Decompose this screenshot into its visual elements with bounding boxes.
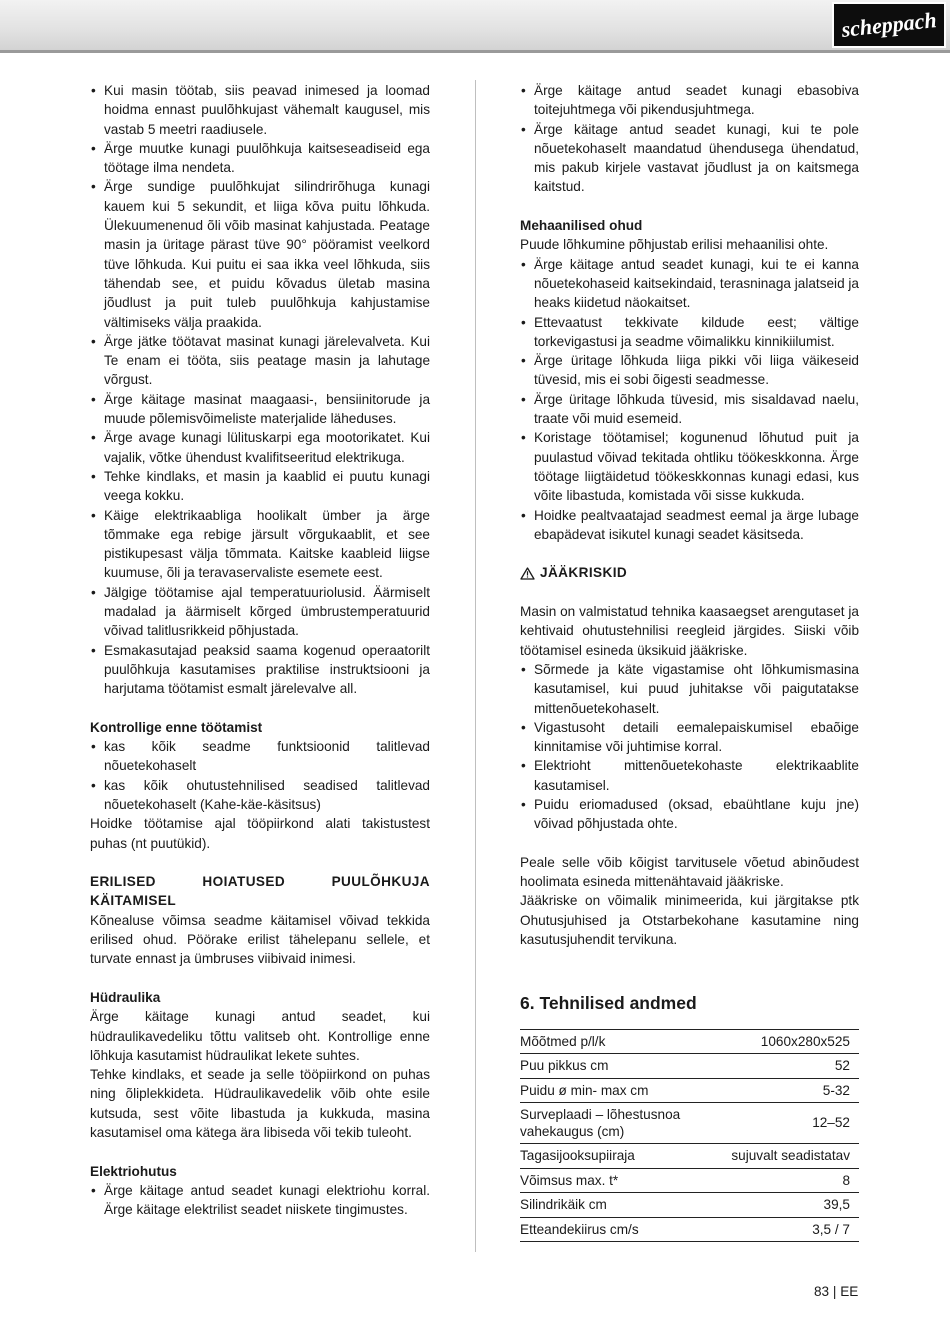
mechanical-list: [520, 255, 859, 544]
special-warnings-heading: ERILISED HOIATUSED PUULÕHKUJA KÄITAMISEL: [90, 874, 430, 909]
list-item: • Tehke kindlaks, et masin ja kaablid ei puutu kunagi veega kokku.: [90, 467, 430, 506]
brand-logo: [832, 2, 946, 48]
list-item: • Puidu eriomadused (oksad, ebaühtlane kuju jne) võivad põhjustada ohte.: [520, 795, 859, 834]
spec-value: 1060x280x525: [731, 1029, 859, 1054]
table-row: [520, 1144, 859, 1169]
spec-value: 52: [731, 1054, 859, 1079]
check-paragraph: Hoidke töötamise ajal tööpiirkond alati takistustest puhas (nt puutükid).: [90, 816, 430, 851]
residual-paragraph: Jääkriske on võimalik minimeerida, kui järgitakse ptk Ohutusjuhised ja Otstarbekohane kasutamine ning kasutusjuhendit tervikuna.: [520, 893, 859, 948]
warning-triangle-icon: [520, 567, 535, 580]
hydraulic-heading: Hüdraulika: [90, 989, 161, 1005]
list-item: • Ärge sundige puulõhkujat silindrirõhuga kunagi kauem kui 5 sekundit, et liiga kõva puitu lõhkuda. Ülekuumenenud õli võib masinat kahjustada. Peatage masin ja üritage pärast tüve 90° pööramist veelkord tüve lõhkuda. Kui puitu ei saa ikka veel lõhkuda, siis tähendab see, et puidu kõvadus ületab masina jõudlust ja puit tuleb puulõhkuja kahjustamise vältimiseks välja praakida.: [90, 177, 430, 331]
list-item: • Sõrmede ja käte vigastamise oht lõhkumismasina kasutamisel, kui puud juhitakse või paigutatakse mittenõuetekohaselt.: [520, 660, 859, 718]
table-row: [520, 1054, 859, 1079]
spec-label: Surveplaadi – lõhestusnoa vahekaugus (cm): [520, 1103, 731, 1144]
list-item: • Kui masin töötab, siis peavad inimesed ja loomad hoidma ennast puulõhkujast vähemalt kaugusel, mis vastab 5 meetri raadiusele.: [90, 81, 430, 139]
list-item: • Ärge käitage antud seadet kunagi, kui te ei kanna nõuetekohaseid kaitsekindaid, terasninaga jalatseid ja heaks kiidetud näokaitset.: [520, 255, 859, 313]
left-bullet-list: [90, 81, 430, 699]
brand-logo-wordmark: [837, 7, 941, 43]
list-item: • Ärge üritage lõhkuda tüvesid, mis sisaldavad naelu, traate või muid esemeid.: [520, 390, 859, 429]
residual-risks-heading: [520, 563, 859, 582]
spec-value: 12–52: [731, 1103, 859, 1144]
special-warnings-paragraph: Kõnealuse võimsa seadme käitamisel võivad tekkida erilised ohud. Pöörake erilist tähelepanu sellele, et turvate ennast ja ümbruses viibivaid inimesi.: [90, 912, 430, 967]
spec-label: Puu pikkus cm: [520, 1054, 731, 1079]
column-divider: [475, 80, 476, 1252]
table-row: [520, 1168, 859, 1193]
list-item: • Ärge muutke kunagi puulõhkuja kaitseseadiseid ega töötage ilma nendeta.: [90, 139, 430, 178]
mechanical-heading: Mehaanilised ohud: [520, 218, 643, 234]
mechanical-intro: Puude lõhkumine põhjustab erilisi mehaanilisi ohte.: [520, 237, 829, 253]
residual-paragraph: Peale selle võib kõigist tarvitusele võetud abinõudest hoolimata esineda mittenähtavaid jääkriske.: [520, 854, 859, 890]
list-item: • Vigastusoht detaili eemalepaiskumisel ebaõige kinnitamise või juhtimise korral.: [520, 718, 859, 757]
residual-list: [520, 660, 859, 834]
spec-label: Puidu ø min- max cm: [520, 1078, 731, 1103]
list-item: • Jälgige töötamise ajal temperatuuriolusid. Äärmiselt madalad ja äärmiselt kõrged ümbrustemperatuurid võivad talitlusrikkeid põhjustada.: [90, 583, 430, 641]
list-item: • Hoidke pealtvaatajad seadmest eemal ja ärge lubage ebapädevat isikutel kunagi seadet käsitseda.: [520, 506, 859, 545]
section-title: 6. Tehnilised andmed: [520, 992, 697, 1013]
table-row: [520, 1029, 859, 1054]
left-column: [90, 81, 430, 1220]
spec-value: 8: [731, 1168, 859, 1193]
electric-heading: Elektriohutus: [90, 1163, 177, 1179]
spec-value: 3,5 / 7: [731, 1217, 859, 1242]
table-row: [520, 1103, 859, 1144]
list-item: • Käige elektrikaabliga hoolikalt ümber ja ärge tõmmake ega rebige järsult võrgukaablit, et see pistikupesast välja tõmmata. Kaitske kaableid liigse kuumuse, õli ja teravaservaliste esemete eest.: [90, 506, 430, 583]
right-column: [520, 81, 859, 1242]
spec-label: Mõõtmed p/l/k: [520, 1029, 731, 1054]
residual-risks-title: JÄÄKRISKID: [540, 565, 628, 581]
list-item: • Ärge üritage lõhkuda liiga pikki või liiga väikeseid tüvesid, mis ei sobi õigesti seadmesse.: [520, 351, 859, 390]
check-list: [90, 737, 430, 814]
electric-list: [90, 1181, 430, 1220]
list-item: • Koristage töötamisel; kogunenud lõhutud puit ja puulastud võivad tekitada ohtliku töökeskkonna. Ärge töötage liigtäidetud töökeskkonnas kunagi edasi, kus võite libastuda, komistada või sisse kukkuda.: [520, 428, 859, 505]
page-number: 83 | EE: [814, 1284, 859, 1299]
list-item: • Ärge jätke töötavat masinat kunagi järelevalveta. Kui Te enam ei tööta, siis peatage masin ja lahutage võrgust.: [90, 332, 430, 390]
spec-value: 5-32: [731, 1078, 859, 1103]
check-heading: Kontrollige enne töötamist: [90, 719, 263, 735]
spec-value: 39,5: [731, 1193, 859, 1218]
spec-label: Tagasijooksupiiraja: [520, 1144, 731, 1169]
specs-table: [520, 1029, 859, 1243]
list-item: • Ärge käitage antud seadet kunagi, kui te pole nõuetekohaselt maandatud ühendusega ühendatud, mis pakub kirjele vastavat jõudlust ja on kaitsmega kaitstud.: [520, 120, 859, 197]
svg-text:scheppach: scheppach: [840, 7, 938, 42]
list-item: • Ärge avage kunagi lülituskarpi ega mootorikatet. Kui vajalik, võtke ühendust kvalifitseeritud elektrikuga.: [90, 428, 430, 467]
residual-paragraph: Masin on valmistatud tehnika kaasaegset arengutaset ja kehtivaid ohutustehnilisi reegleid järgides. Siiski võib töötamisel esineda üksikuid jääkriske.: [520, 604, 859, 658]
table-row: [520, 1193, 859, 1218]
list-item: • Elektrioht mittenõuetekohaste elektrikaablite kasutamisel.: [520, 756, 859, 795]
spec-label: Etteandekiirus cm/s: [520, 1217, 731, 1242]
spec-label: Võimsus max. t*: [520, 1168, 731, 1193]
list-item: • kas kõik ohutustehnilised seadised talitlevad nõuetekohaselt (Kahe-käe-käsitsus): [90, 776, 430, 815]
hydraulic-paragraph: Ärge käitage kunagi antud seadet, kui hüdraulikavedeliku tõttu valitseb oht. Kontrollige enne lõhkuja kasutamist hüdraulikat lekete suhtes.: [90, 1009, 430, 1063]
list-item: • Ärge käitage antud seadet kunagi ebasobiva toitejuhtmega või pikendusjuhtmega.: [520, 81, 859, 120]
list-item: • Esmakasutajad peaksid saama kogenud operaatorilt puulõhkuja kasutamises praktilise instruktsiooni ja harjutama töötamist esmalt järelevalve all.: [90, 641, 430, 699]
list-item: • kas kõik seadme funktsioonid talitlevad nõuetekohaselt: [90, 737, 430, 776]
spec-value: sujuvalt seadistatav: [731, 1144, 859, 1169]
header-band: [0, 0, 950, 53]
table-row: [520, 1217, 859, 1242]
list-item: • Ettevaatust tekkivate kildude eest; vältige torkevigastusi ja seadme võimalikku kinnikiilumist.: [520, 313, 859, 352]
list-item: • Ärge käitage masinat maagaasi-, bensiinitorude ja muude põlemisvõimeliste materjalide läheduses.: [90, 390, 430, 429]
spec-label: Silindrikäik cm: [520, 1193, 731, 1218]
list-item: • Ärge käitage antud seadet kunagi elektriohu korral. Ärge käitage elektrilist seadet niiskete tingimustes.: [90, 1181, 430, 1220]
right-bullet-list: [520, 81, 859, 197]
table-row: [520, 1078, 859, 1103]
hydraulic-paragraph: Tehke kindlaks, et seade ja selle tööpiirkond on puhas ning õliplekkideta. Hüdraulikavedelik võib ohte esile kutsuda, sest võite libastuda ja kukkuda, masina kasutamisel oma kätega ära libiseda või tekib tuleoht.: [90, 1067, 430, 1141]
